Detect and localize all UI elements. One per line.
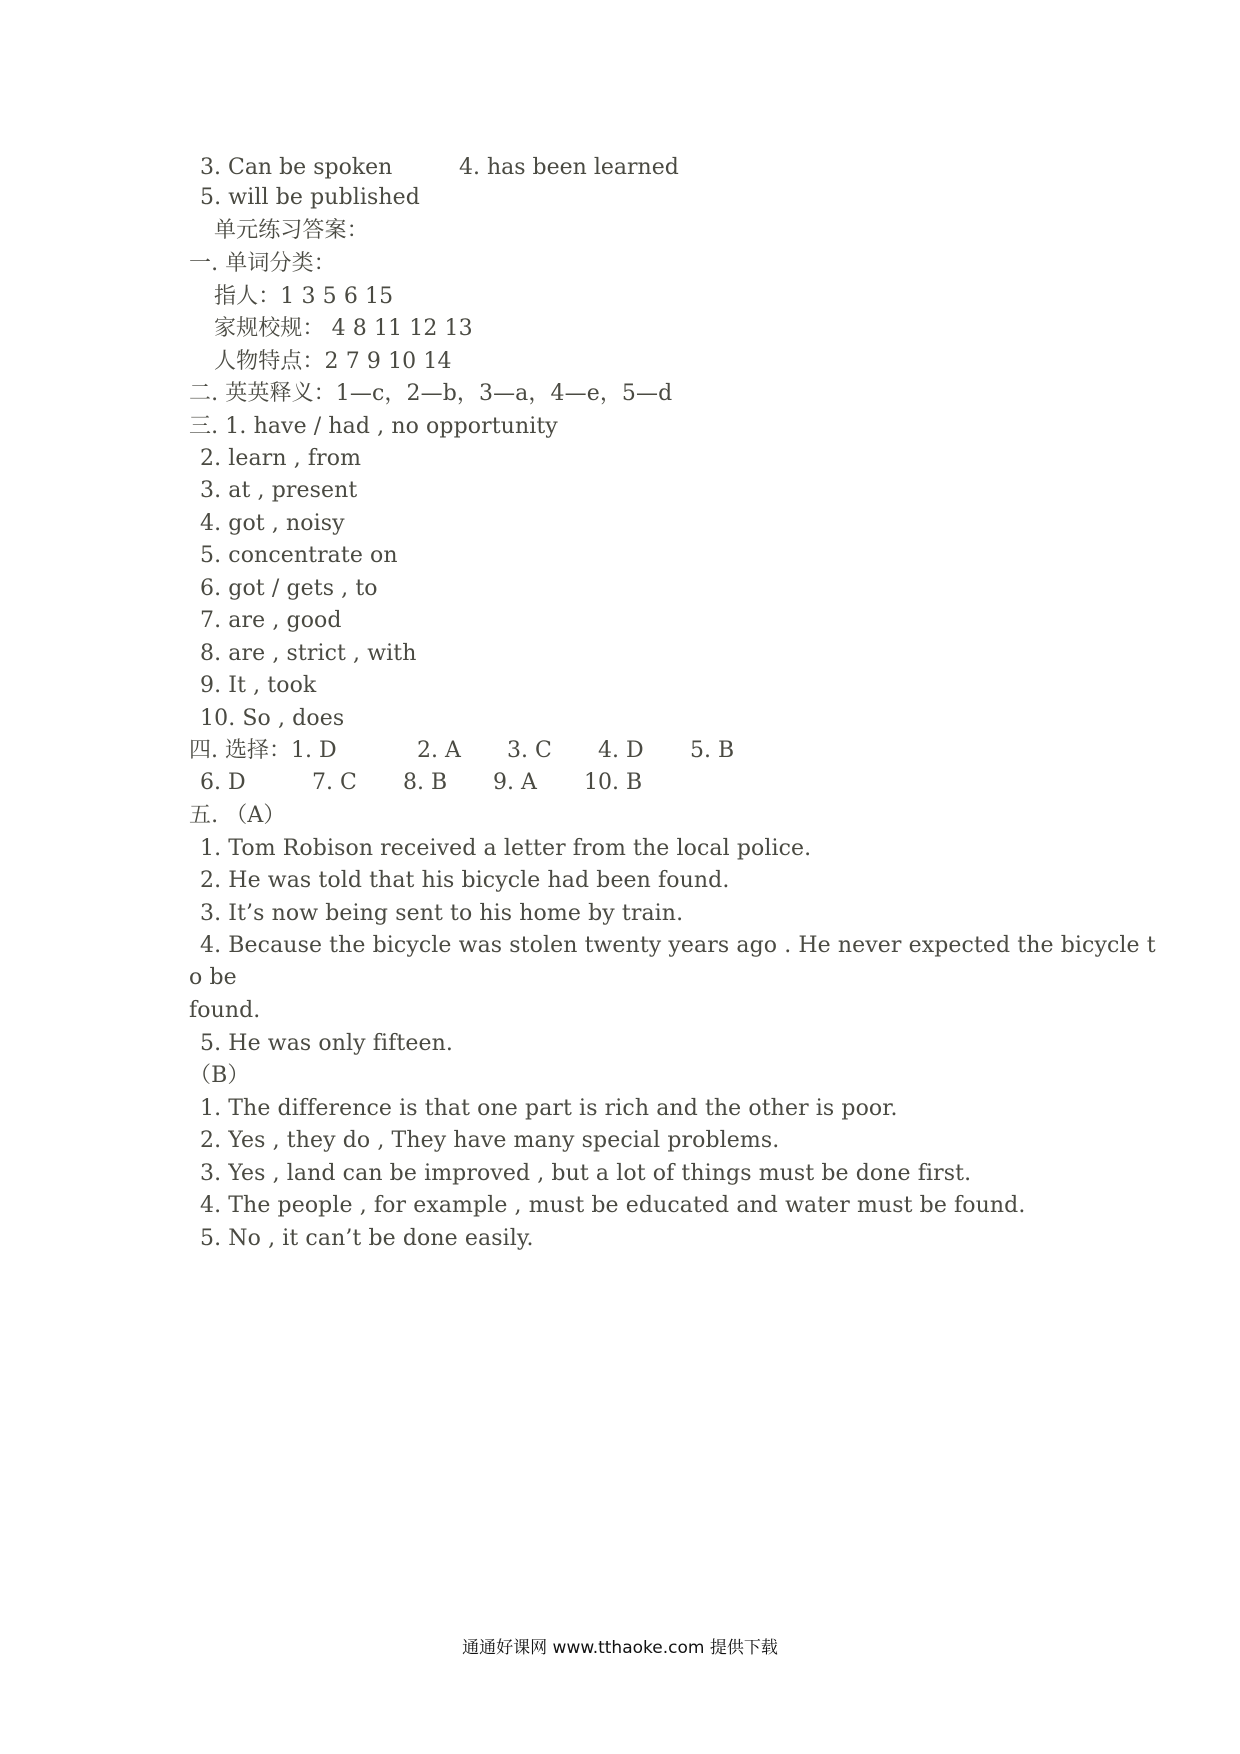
answer-row-passive (0, 153, 1240, 183)
answer-item: 4. has been learned (459, 155, 679, 180)
answer-item: 3. at , present (200, 478, 358, 503)
page-footer: 通通好课网 www.tthaoke.com 提供下载 (462, 1638, 778, 1658)
answer-item: 2. Yes , they do , They have many special problems. (200, 1128, 780, 1153)
answer-item: 4. D (598, 738, 644, 763)
answer-item: 6. got / gets , to (200, 576, 378, 601)
section-heading: 二. 英英释义：1—c，2—b，3—a，4—e，5—d (189, 381, 673, 406)
answer-item: 1. The difference is that one part is rich and the other is poor. (200, 1096, 898, 1121)
answer-item: 4. got , noisy (200, 511, 345, 536)
answer-item: 1. Tom Robison received a letter from the local police. (200, 836, 812, 861)
answer-item: 10. B (584, 770, 643, 795)
answer-item: 2. A (417, 738, 461, 763)
answer-item: 2. learn , from (200, 446, 362, 471)
section-heading: 五. （A） (189, 803, 286, 828)
choice-answers-row-1 (0, 736, 1240, 766)
section-heading: （B） (189, 1063, 250, 1088)
section-heading: 一. 单词分类： (189, 251, 336, 276)
answer-item-continued: found. (189, 998, 261, 1023)
choice-answers-row-2 (0, 768, 1240, 798)
answer-item: 3. Yes , land can be improved , but a lot of things must be done first. (200, 1161, 972, 1186)
section-heading: 三. 1. have / had , no opportunity (189, 414, 558, 439)
answer-item: 8. are , strict , with (200, 641, 417, 666)
answer-item: 5. B (690, 738, 735, 763)
answer-item: 4. Because the bicycle was stolen twenty years ago . He never expected the bicycle t (200, 933, 1156, 958)
answer-item: 3. It’s now being sent to his home by train. (200, 901, 684, 926)
answer-item: 9. A (493, 770, 537, 795)
answer-item: 5. He was only fifteen. (200, 1031, 453, 1056)
answer-item: 7. are , good (200, 608, 342, 633)
answer-item: 3. C (507, 738, 552, 763)
answer-item: 5. No , it can’t be done easily. (200, 1226, 534, 1251)
answer-item: 5. will be published (200, 185, 420, 210)
section-heading: 四. 选择：1. D (189, 738, 337, 763)
answer-item: 4. The people , for example , must be educated and water must be found. (200, 1193, 1026, 1218)
answer-item: 8. B (403, 770, 448, 795)
answer-item: 9. It , took (200, 673, 317, 698)
answer-item: 6. D (200, 770, 246, 795)
answer-item: 指人：1 3 5 6 15 (214, 284, 394, 309)
answer-item: 人物特点：2 7 9 10 14 (214, 349, 452, 374)
answer-item: 3. Can be spoken (200, 155, 393, 180)
answer-item: 7. C (312, 770, 357, 795)
answer-item-continued: o be (189, 965, 237, 990)
section-heading: 单元练习答案： (214, 218, 369, 243)
answer-item: 5. concentrate on (200, 543, 398, 568)
answer-item: 10. So , does (200, 706, 345, 731)
answer-item: 2. He was told that his bicycle had been found. (200, 868, 730, 893)
answer-item: 家规校规： 4 8 11 12 13 (214, 316, 473, 341)
